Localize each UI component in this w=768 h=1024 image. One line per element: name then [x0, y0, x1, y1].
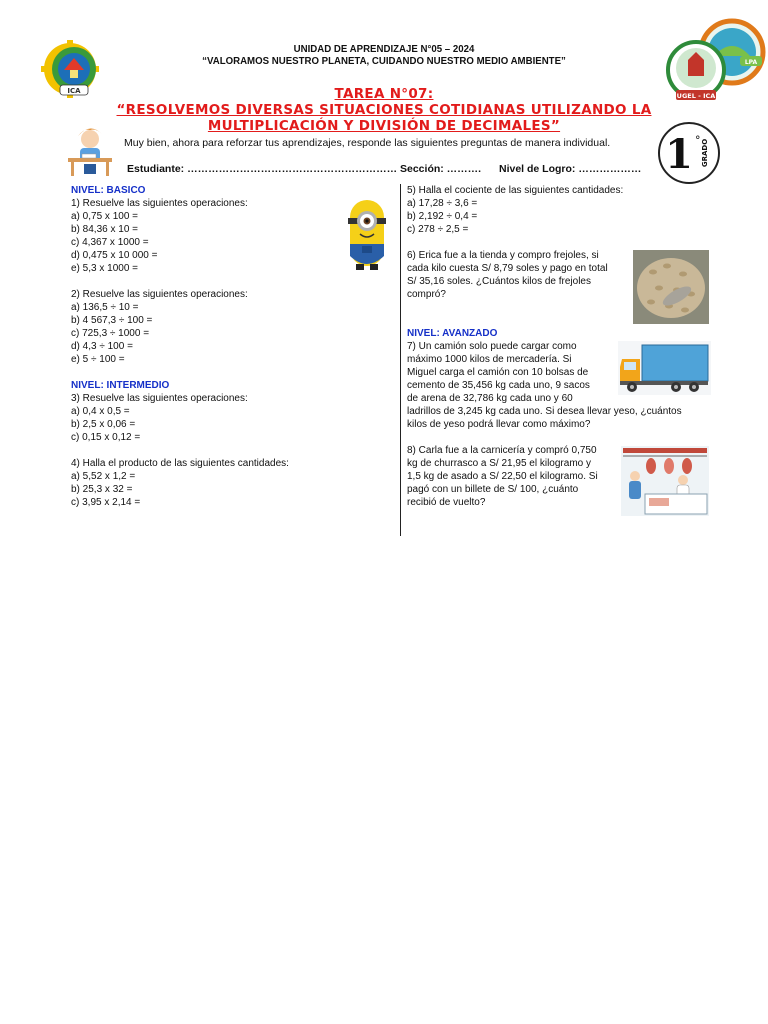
- question-2-item: a) 136,5 ÷ 10 =: [71, 302, 139, 313]
- question-4-item: c) 3,95 x 2,14 =: [71, 497, 141, 508]
- left-column: [71, 184, 391, 509]
- question-2-item: e) 5 ÷ 100 =: [71, 354, 125, 365]
- question-6-line: 6) Erica fue a la tienda y compro frejoles, si: [407, 250, 599, 261]
- grade-degree: °: [695, 134, 701, 147]
- question-8-line: kg de churrasco a S/ 21,95 el kilogramo y: [407, 458, 591, 469]
- question-7-line: Miguel carga el camión con 10 bolsas de: [407, 367, 589, 378]
- question-8-line: 8) Carla fue a la carnicería y compró 0,750: [407, 445, 597, 456]
- grade-number: 1: [665, 131, 693, 178]
- task-name-line1: “RESOLVEMOS DIVERSAS SITUACIONES COTIDIANAS UTILIZANDO LA: [116, 102, 652, 118]
- question-7-line: 7) Un camión solo puede cargar como: [407, 341, 577, 352]
- question-3-item: c) 0,15 x 0,12 =: [71, 432, 141, 443]
- task-number: TAREA N°07:: [334, 86, 434, 102]
- question-5-item: a) 17,28 ÷ 3,6 =: [407, 198, 478, 209]
- question-1-item: a) 0,75 x 100 =: [71, 211, 138, 222]
- question-8-line: pagó con un billete de S/ 100, ¿cuánto: [407, 484, 579, 495]
- question-7-line: de arena de 32,786 kg cada uno y 60: [407, 393, 573, 404]
- grade-badge: [657, 122, 721, 184]
- question-1-title: 1) Resuelve las siguientes operaciones:: [71, 198, 248, 209]
- question-5-item: b) 2,192 ÷ 0,4 =: [407, 211, 478, 222]
- unit-slogan: “VALORAMOS NUESTRO PLANETA, CUIDANDO NUESTRO MEDIO AMBIENTE”: [202, 55, 566, 67]
- student-field[interactable]: Estudiante: ……………………………………………………: [127, 163, 398, 175]
- question-2-item: d) 4,3 ÷ 100 =: [71, 341, 133, 352]
- question-4-item: b) 25,3 x 32 =: [71, 484, 133, 495]
- question-7-line: ladrillos de 3,245 kg cada uno. Si desea llevar yeso, ¿cuántos: [407, 406, 682, 417]
- question-7-top: [407, 327, 617, 405]
- instructions: Muy bien, ahora para reforzar tus aprendizajes, responde las siguientes preguntas de manera individual.: [124, 137, 611, 149]
- grade-word: GRADO: [701, 138, 709, 168]
- question-8-line: recibió de vuelto?: [407, 497, 486, 508]
- question-6-line: cada kilo cuesta S/ 8,79 soles y pago en total: [407, 263, 608, 274]
- truck-image: [618, 341, 711, 395]
- question-1-item: b) 84,36 x 10 =: [71, 224, 138, 235]
- question-6-line: compró?: [407, 289, 446, 300]
- question-3-title: 3) Resuelve las siguientes operaciones:: [71, 393, 248, 404]
- question-1-item: c) 4,367 x 1000 =: [71, 237, 149, 248]
- question-7-line: kilos de yeso podrá llevar como máximo?: [407, 419, 591, 430]
- question-1-item: e) 5,3 x 1000 =: [71, 263, 138, 274]
- question-6: [407, 249, 632, 301]
- butcher-shop-image: [621, 446, 709, 516]
- beans-image: [633, 250, 709, 324]
- level-field[interactable]: Nivel de Logro: ………………: [499, 163, 642, 175]
- question-5: [407, 184, 707, 236]
- logo-left-text: ICA: [67, 87, 81, 95]
- unit-heading: [31, 43, 738, 67]
- question-3-item: a) 0,4 x 0,5 =: [71, 406, 130, 417]
- question-3-item: b) 2,5 x 0,06 =: [71, 419, 136, 430]
- logo-right-badge: LPA: [744, 59, 758, 66]
- level-basic-label: NIVEL: BASICO: [71, 185, 146, 196]
- logo-right-text: UGEL - ICA: [676, 92, 716, 100]
- section-field[interactable]: Sección: ……….: [400, 163, 482, 175]
- question-2-item: c) 725,3 ÷ 1000 =: [71, 328, 150, 339]
- question-2-title: 2) Resuelve las siguientes operaciones:: [71, 289, 248, 300]
- question-8: [407, 444, 617, 509]
- column-divider: [400, 184, 401, 536]
- question-7-bottom: [407, 405, 712, 431]
- level-advanced-label: NIVEL: AVANZADO: [407, 328, 498, 339]
- question-5-item: c) 278 ÷ 2,5 =: [407, 224, 469, 235]
- unit-title: UNIDAD DE APRENDIZAJE N°05 – 2024: [293, 43, 475, 55]
- question-6-line: S/ 35,16 soles. ¿Cuántos kilos de frejoles: [407, 276, 591, 287]
- question-5-title: 5) Halla el cociente de las siguientes cantidades:: [407, 185, 624, 196]
- task-name-line2: MULTIPLICACIÓN Y DIVISIÓN DE DECIMALES”: [207, 118, 561, 134]
- question-4-item: a) 5,52 x 1,2 =: [71, 471, 136, 482]
- question-2-item: b) 4 567,3 ÷ 100 =: [71, 315, 153, 326]
- level-intermediate-label: NIVEL: INTERMEDIO: [71, 380, 170, 391]
- question-7-line: máximo 1000 kilos de mercadería. Si: [407, 354, 572, 365]
- question-8-line: 1,5 kg de asado a S/ 22,50 el kilogramo. Si: [407, 471, 598, 482]
- question-7-line: cemento de 35,456 kg cada uno, 9 sacos: [407, 380, 590, 391]
- question-4-title: 4) Halla el producto de las siguientes cantidades:: [71, 458, 289, 469]
- question-1-item: d) 0,475 x 10 000 =: [71, 250, 158, 261]
- student-illustration: [66, 122, 116, 176]
